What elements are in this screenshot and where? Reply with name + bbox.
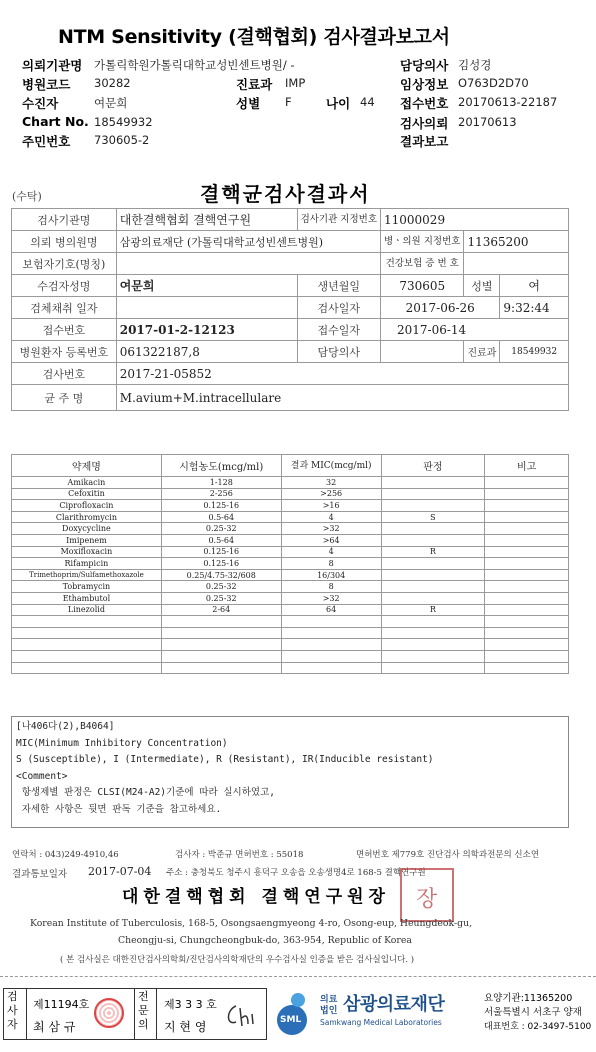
drug-note [485, 511, 569, 523]
drug-name: Imipenem [12, 534, 162, 546]
strain-label: 균 주 명 [12, 385, 117, 411]
drug-note [485, 569, 569, 581]
drug-range: 1-128 [161, 477, 281, 489]
license-info: 면허번호 제779호 진단검사 의학과전문의 신소연 [356, 850, 540, 860]
chart-label: Chart No. [22, 114, 89, 129]
req-hosp: 삼광의료재단 (가톨릭대학교성빈센트병원) [116, 231, 380, 253]
patient-name: 여문희 [116, 275, 297, 297]
certification: ( 본 검사실은 대한진단검사의학회/진단검사의학재단의 우수검사실 인증을 받은 검사실입니다. ) [60, 955, 415, 965]
drug-mic: 8 [281, 558, 381, 570]
org-seal-text: 장 [416, 887, 438, 912]
sex2-label: 성별 [464, 275, 500, 297]
drug-interp [381, 534, 485, 546]
mic-col-header: 결과 MIC(mcg/ml) [281, 455, 381, 477]
company-en: Samkwang Medical Laboratories [320, 1018, 442, 1027]
signature-mark [222, 1000, 262, 1032]
drug-interp [381, 581, 485, 593]
drug-range: 2-64 [161, 604, 281, 616]
note-line: MIC(Minimum Inhibitory Concentration) [16, 737, 228, 749]
empty-cell [485, 616, 569, 628]
insurance-label: 보험자기호(명칭) [12, 253, 117, 275]
sml-logo [272, 990, 312, 1036]
company-name: 삼광의료재단 [343, 994, 445, 1015]
collect-date [116, 297, 297, 319]
consign-tag: (수탁) [12, 190, 42, 203]
sex2: 여 [500, 275, 569, 297]
notify-label: 결과통보일자 [12, 869, 68, 880]
dept2-label: 진료과 [464, 341, 500, 363]
note-col-header: 비고 [485, 455, 569, 477]
drug-note [485, 604, 569, 616]
sml-logo-icon [272, 990, 312, 1036]
dept-label: 진료과 [236, 77, 273, 92]
drug-row [12, 511, 569, 523]
note-line: <Comment> [16, 770, 68, 782]
patient-label: 수진자 [22, 96, 59, 111]
drug-note [485, 488, 569, 500]
dob-label: 생년월일 [297, 275, 380, 297]
receipt2: 2017-01-2-12123 [116, 319, 297, 341]
drug-row [12, 534, 569, 546]
insurance [116, 253, 380, 275]
drug-mic: 4 [281, 511, 381, 523]
drug-row [12, 581, 569, 593]
range-col-header: 시험농도(mcg/ml) [161, 455, 281, 477]
tester-label: 검사자 [7, 990, 18, 1031]
drug-interp: R [381, 604, 485, 616]
dept-value: IMP [285, 76, 306, 90]
chart-value: 18549932 [94, 115, 153, 129]
empty-cell [381, 627, 485, 639]
strain: M.avium+M.intracellulare [116, 385, 568, 411]
drug-name: Cefoxitin [12, 488, 162, 500]
drug-name: Tobramycin [12, 581, 162, 593]
tester-seal [94, 998, 124, 1028]
drug-mic: 8 [281, 581, 381, 593]
clinical-label: 임상정보 [400, 77, 449, 92]
ins-card [464, 253, 569, 275]
hosp-code-value: 30282 [94, 76, 131, 90]
drug-note [485, 523, 569, 535]
lab-id: 11000029 [381, 209, 569, 231]
company-address: 서울특별시 서초구 양재 [484, 1007, 582, 1018]
drug-row [12, 488, 569, 500]
drug-note [485, 546, 569, 558]
company-tag-2: 법인 [320, 1006, 338, 1016]
note-line: 자세한 사항은 뒷면 판독 기준을 참고하세요. [16, 803, 222, 815]
drug-interp [381, 569, 485, 581]
empty-cell [161, 650, 281, 662]
receipt-date: 2017-06-14 [381, 319, 569, 341]
drug-name: Ciprofloxacin [12, 500, 162, 512]
empty-cell [12, 650, 162, 662]
receipt-no-label: 접수번호 [400, 96, 449, 111]
rrn-label: 주민번호 [22, 134, 71, 149]
drug-note [485, 500, 569, 512]
empty-cell [485, 639, 569, 651]
notes-list [12, 717, 568, 820]
doctor2-label: 담당의사 [297, 341, 380, 363]
age-value: 44 [360, 95, 375, 109]
notify-date: 2017-07-04 [88, 865, 152, 878]
hosp-code-label: 병원코드 [22, 77, 71, 92]
drug-interp [381, 523, 485, 535]
ins-card-label: 건강보험 증 번 호 [381, 253, 464, 275]
test-date-label: 검사일자 [297, 297, 380, 319]
doctor-label: 담당의사 [400, 58, 449, 73]
contact: 연락처 : 043)249-4910,46 [12, 850, 119, 860]
test-no: 2017-21-05852 [116, 363, 568, 385]
drug-table [11, 454, 569, 674]
empty-cell [281, 639, 381, 651]
drug-range: 0.5-64 [161, 511, 281, 523]
drug-range: 0.25/4.75-32/608 [161, 569, 281, 581]
empty-cell [485, 662, 569, 674]
drug-mic: 32 [281, 477, 381, 489]
note-line: S (Susceptible), I (Intermediate), R (Resistant), IR(Inducible resistant) [16, 754, 434, 765]
drug-range: 0.25-32 [161, 523, 281, 535]
drug-row [12, 523, 569, 535]
report-label: 결과보고 [400, 134, 449, 149]
clinical-value: O763D2D70 [458, 76, 529, 90]
empty-cell [12, 662, 162, 674]
report-title: NTM Sensitivity (결핵협회) 검사결과보고서 [58, 26, 450, 48]
drug-mic: >32 [281, 523, 381, 535]
tester-info: 검사자 : 박준규 면허번호 : 55018 [175, 850, 304, 860]
drug-note [485, 534, 569, 546]
empty-cell [281, 650, 381, 662]
divider-1 [26, 988, 27, 1040]
drug-row [12, 592, 569, 604]
drug-note [485, 581, 569, 593]
receipt-date-label: 접수일자 [297, 319, 380, 341]
empty-cell [281, 662, 381, 674]
drug-interp [381, 592, 485, 604]
test-date: 2017-06-26 [381, 297, 500, 319]
org-name: 대한결핵협회 결핵연구원장 [122, 887, 390, 907]
drug-note [485, 558, 569, 570]
empty-cell [381, 616, 485, 628]
receipt-no-value: 20170613-22187 [458, 95, 558, 109]
address: 주소 : 충청북도 청주시 흥덕구 오송읍 오송생명4로 168-5 결핵연구원 [166, 868, 426, 878]
drug-row [12, 604, 569, 616]
empty-row [12, 639, 569, 651]
hosp-id-label: 병ㆍ의원 지정번호 [381, 231, 464, 253]
company-phone: 대표번호 : 02-3497-5100 [484, 1022, 592, 1032]
drug-name: Ethambutol [12, 592, 162, 604]
empty-cell [281, 627, 381, 639]
drug-interp [381, 558, 485, 570]
drug-row [12, 546, 569, 558]
notes-box [11, 716, 569, 828]
empty-row [12, 627, 569, 639]
drug-mic: >32 [281, 592, 381, 604]
drug-mic: 16/304 [281, 569, 381, 581]
drug-name: Rifampicin [12, 558, 162, 570]
spec-name: 지 현 영 [164, 1020, 207, 1034]
receipt2-label: 접수번호 [12, 319, 117, 341]
drug-range: 0.125-16 [161, 558, 281, 570]
doctor2 [381, 341, 464, 363]
drug-interp [381, 477, 485, 489]
empty-row [12, 616, 569, 628]
dept2: 18549932 [500, 341, 569, 363]
spec-label: 전문의 [138, 990, 149, 1031]
sml-logo-text: SML [280, 1015, 302, 1025]
request-org-value: 가톨릭학원가톨릭대학교성빈센트병원/ - [94, 58, 295, 72]
empty-cell [485, 627, 569, 639]
tester-name: 최 삼 규 [33, 1020, 76, 1034]
patient-value: 여문희 [94, 96, 128, 110]
empty-cell [12, 616, 162, 628]
separator [0, 976, 596, 977]
note-line: [나406다(2),B4064] [16, 721, 115, 732]
empty-cell [381, 650, 485, 662]
drug-note [485, 477, 569, 489]
empty-cell [381, 639, 485, 651]
drug-row [12, 569, 569, 581]
drug-range: 0.25-32 [161, 581, 281, 593]
reg-label: 병원환자 등록번호 [12, 341, 117, 363]
drug-interp: S [381, 511, 485, 523]
lab-code: 요양기관:11365200 [484, 993, 573, 1004]
interp-col-header: 판정 [381, 455, 485, 477]
drug-mic: >256 [281, 488, 381, 500]
drug-row [12, 477, 569, 489]
drug-interp: R [381, 546, 485, 558]
drug-range: 0.125-16 [161, 500, 281, 512]
drug-row [12, 558, 569, 570]
test-no-label: 검사번호 [12, 363, 117, 385]
request-org-label: 의뢰기관명 [22, 58, 83, 73]
reg-no: 061322187,8 [116, 341, 297, 363]
sex-value: F [285, 95, 292, 109]
empty-cell [485, 650, 569, 662]
eng-address-line1: Korean Institute of Tuberculosis, 168-5, Osongsaengmyeong 4-ro, Osong-eup, Heungdeok-gu, [30, 918, 473, 929]
drug-col-header: 약제명 [12, 455, 162, 477]
lab-name-label: 검사기관명 [12, 209, 117, 231]
req-hosp-label: 의뢰 병의원명 [12, 231, 117, 253]
spec-no: 제3 3 3 호 [164, 998, 217, 1011]
drug-mic: 4 [281, 546, 381, 558]
test-time: 9:32:44 [500, 297, 569, 319]
hosp-id: 11365200 [464, 231, 569, 253]
drug-name: Linezolid [12, 604, 162, 616]
drug-note [485, 592, 569, 604]
divider-3 [156, 988, 157, 1040]
lab-name: 대한결핵협회 결핵연구원 [116, 209, 297, 231]
empty-cell [161, 662, 281, 674]
dob: 730605 [381, 275, 464, 297]
drug-name: Moxifloxacin [12, 546, 162, 558]
divider-2 [134, 988, 135, 1040]
empty-cell [12, 639, 162, 651]
drug-range: 2-256 [161, 488, 281, 500]
company-tag-1: 의료 [320, 995, 338, 1005]
req-date-value: 20170613 [458, 115, 517, 129]
eng-address-line2: Cheongju-si, Chungcheongbuk-do, 363-954, Republic of Korea [118, 935, 412, 946]
req-date-label: 검사의뢰 [400, 116, 449, 131]
drug-name: Amikacin [12, 477, 162, 489]
patient-name-label: 수검자성명 [12, 275, 117, 297]
collect-label: 검체채취 일자 [12, 297, 117, 319]
drug-interp [381, 488, 485, 500]
org-seal [400, 868, 454, 922]
empty-cell [161, 627, 281, 639]
drug-name: Doxycycline [12, 523, 162, 535]
drug-rows [12, 477, 569, 674]
drug-mic: >64 [281, 534, 381, 546]
drug-range: 0.125-16 [161, 546, 281, 558]
tester-no: 제11194호 [33, 998, 90, 1011]
drug-range: 0.25-32 [161, 592, 281, 604]
drug-mic: 64 [281, 604, 381, 616]
patient-info-table [11, 208, 569, 411]
empty-cell [12, 627, 162, 639]
empty-cell [161, 616, 281, 628]
drug-name: Trimethoprim/Sulfamethoxazole [12, 569, 162, 581]
drug-name: Clarithromycin [12, 511, 162, 523]
drug-interp [381, 500, 485, 512]
report-subtitle: 결핵균검사결과서 [200, 182, 371, 206]
empty-row [12, 650, 569, 662]
empty-cell [161, 639, 281, 651]
empty-cell [381, 662, 485, 674]
note-line: 항생제별 판정은 CLSI(M24-A2)기준에 따라 실시하였고, [16, 787, 275, 798]
drug-mic: >16 [281, 500, 381, 512]
lab-id-label: 검사기관 지정번호 [297, 209, 380, 231]
rrn-value: 730605-2 [94, 133, 150, 147]
sex-label: 성별 [236, 96, 261, 111]
drug-row [12, 500, 569, 512]
age-label: 나이 [326, 96, 351, 111]
empty-cell [281, 616, 381, 628]
drug-range: 0.5-64 [161, 534, 281, 546]
empty-row [12, 662, 569, 674]
doctor-value: 김성경 [458, 58, 492, 72]
